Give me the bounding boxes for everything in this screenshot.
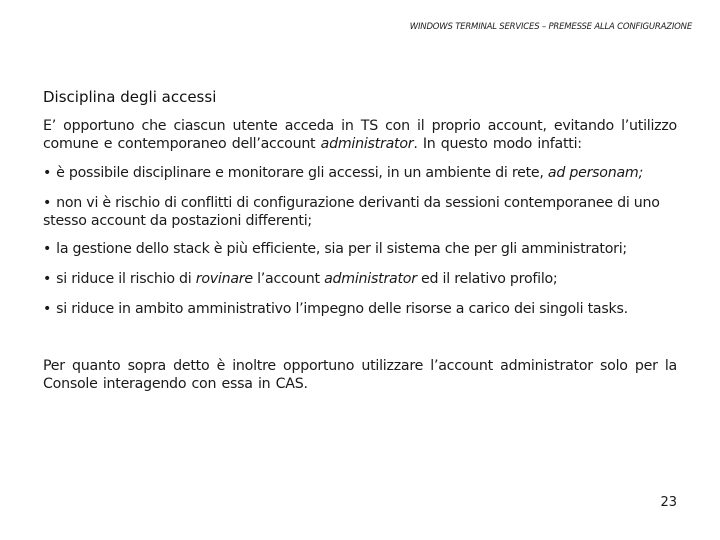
intro-text-2: . In questo modo infatti: xyxy=(413,136,582,152)
section-heading: Disciplina degli accessi xyxy=(43,88,217,106)
bullet-item-5 xyxy=(43,300,683,318)
page-header: WINDOWS TERMINAL SERVICES – PREMESSE ALLA CONFIGURAZIONE xyxy=(409,22,692,32)
bullet-dot: • xyxy=(43,271,52,287)
bullet-text: ed il relativo profilo; xyxy=(416,271,558,287)
bullet-emphasis: rovinare xyxy=(195,271,253,287)
bullet-text: è possibile disciplinare e monitorare gli accessi, in un ambiente di rete, xyxy=(56,165,548,181)
bullet-item-1 xyxy=(43,164,683,182)
bullet-item-2 xyxy=(43,194,679,230)
intro-emphasis: administrator xyxy=(320,136,414,152)
intro-paragraph xyxy=(43,117,677,153)
closing-paragraph: Per quanto sopra detto è inoltre opportuno utilizzare l’account administrator solo per la Console interagendo con essa in CAS. xyxy=(43,358,677,392)
page-number: 23 xyxy=(660,495,677,510)
bullet-emphasis: administrator xyxy=(324,271,417,287)
bullet-text: non vi è rischio di conflitti di configurazione derivanti da sessioni contemporanee di uno stesso account da postazioni differenti; xyxy=(43,195,660,229)
bullet-text: si riduce il rischio di xyxy=(56,271,196,287)
bullet-item-3 xyxy=(43,240,683,258)
bullet-dot: • xyxy=(43,241,52,257)
bullet-text: la gestione dello stack è più efficiente, sia per il sistema che per gli amministratori; xyxy=(56,241,627,257)
bullet-emphasis: ad personam; xyxy=(547,165,644,181)
intro-text-1: E’ opportuno che ciascun utente acceda in TS con il proprio account, evitando l’utilizzo comune e contemporaneo dell’account xyxy=(43,118,677,152)
bullet-text: si riduce in ambito amministrativo l’impegno delle risorse a carico dei singoli tasks. xyxy=(56,301,628,317)
bullet-item-4 xyxy=(43,270,683,288)
bullet-text: l’account xyxy=(252,271,325,287)
bullet-dot: • xyxy=(43,195,52,211)
bullet-dot: • xyxy=(43,165,52,181)
bullet-dot: • xyxy=(43,301,52,317)
